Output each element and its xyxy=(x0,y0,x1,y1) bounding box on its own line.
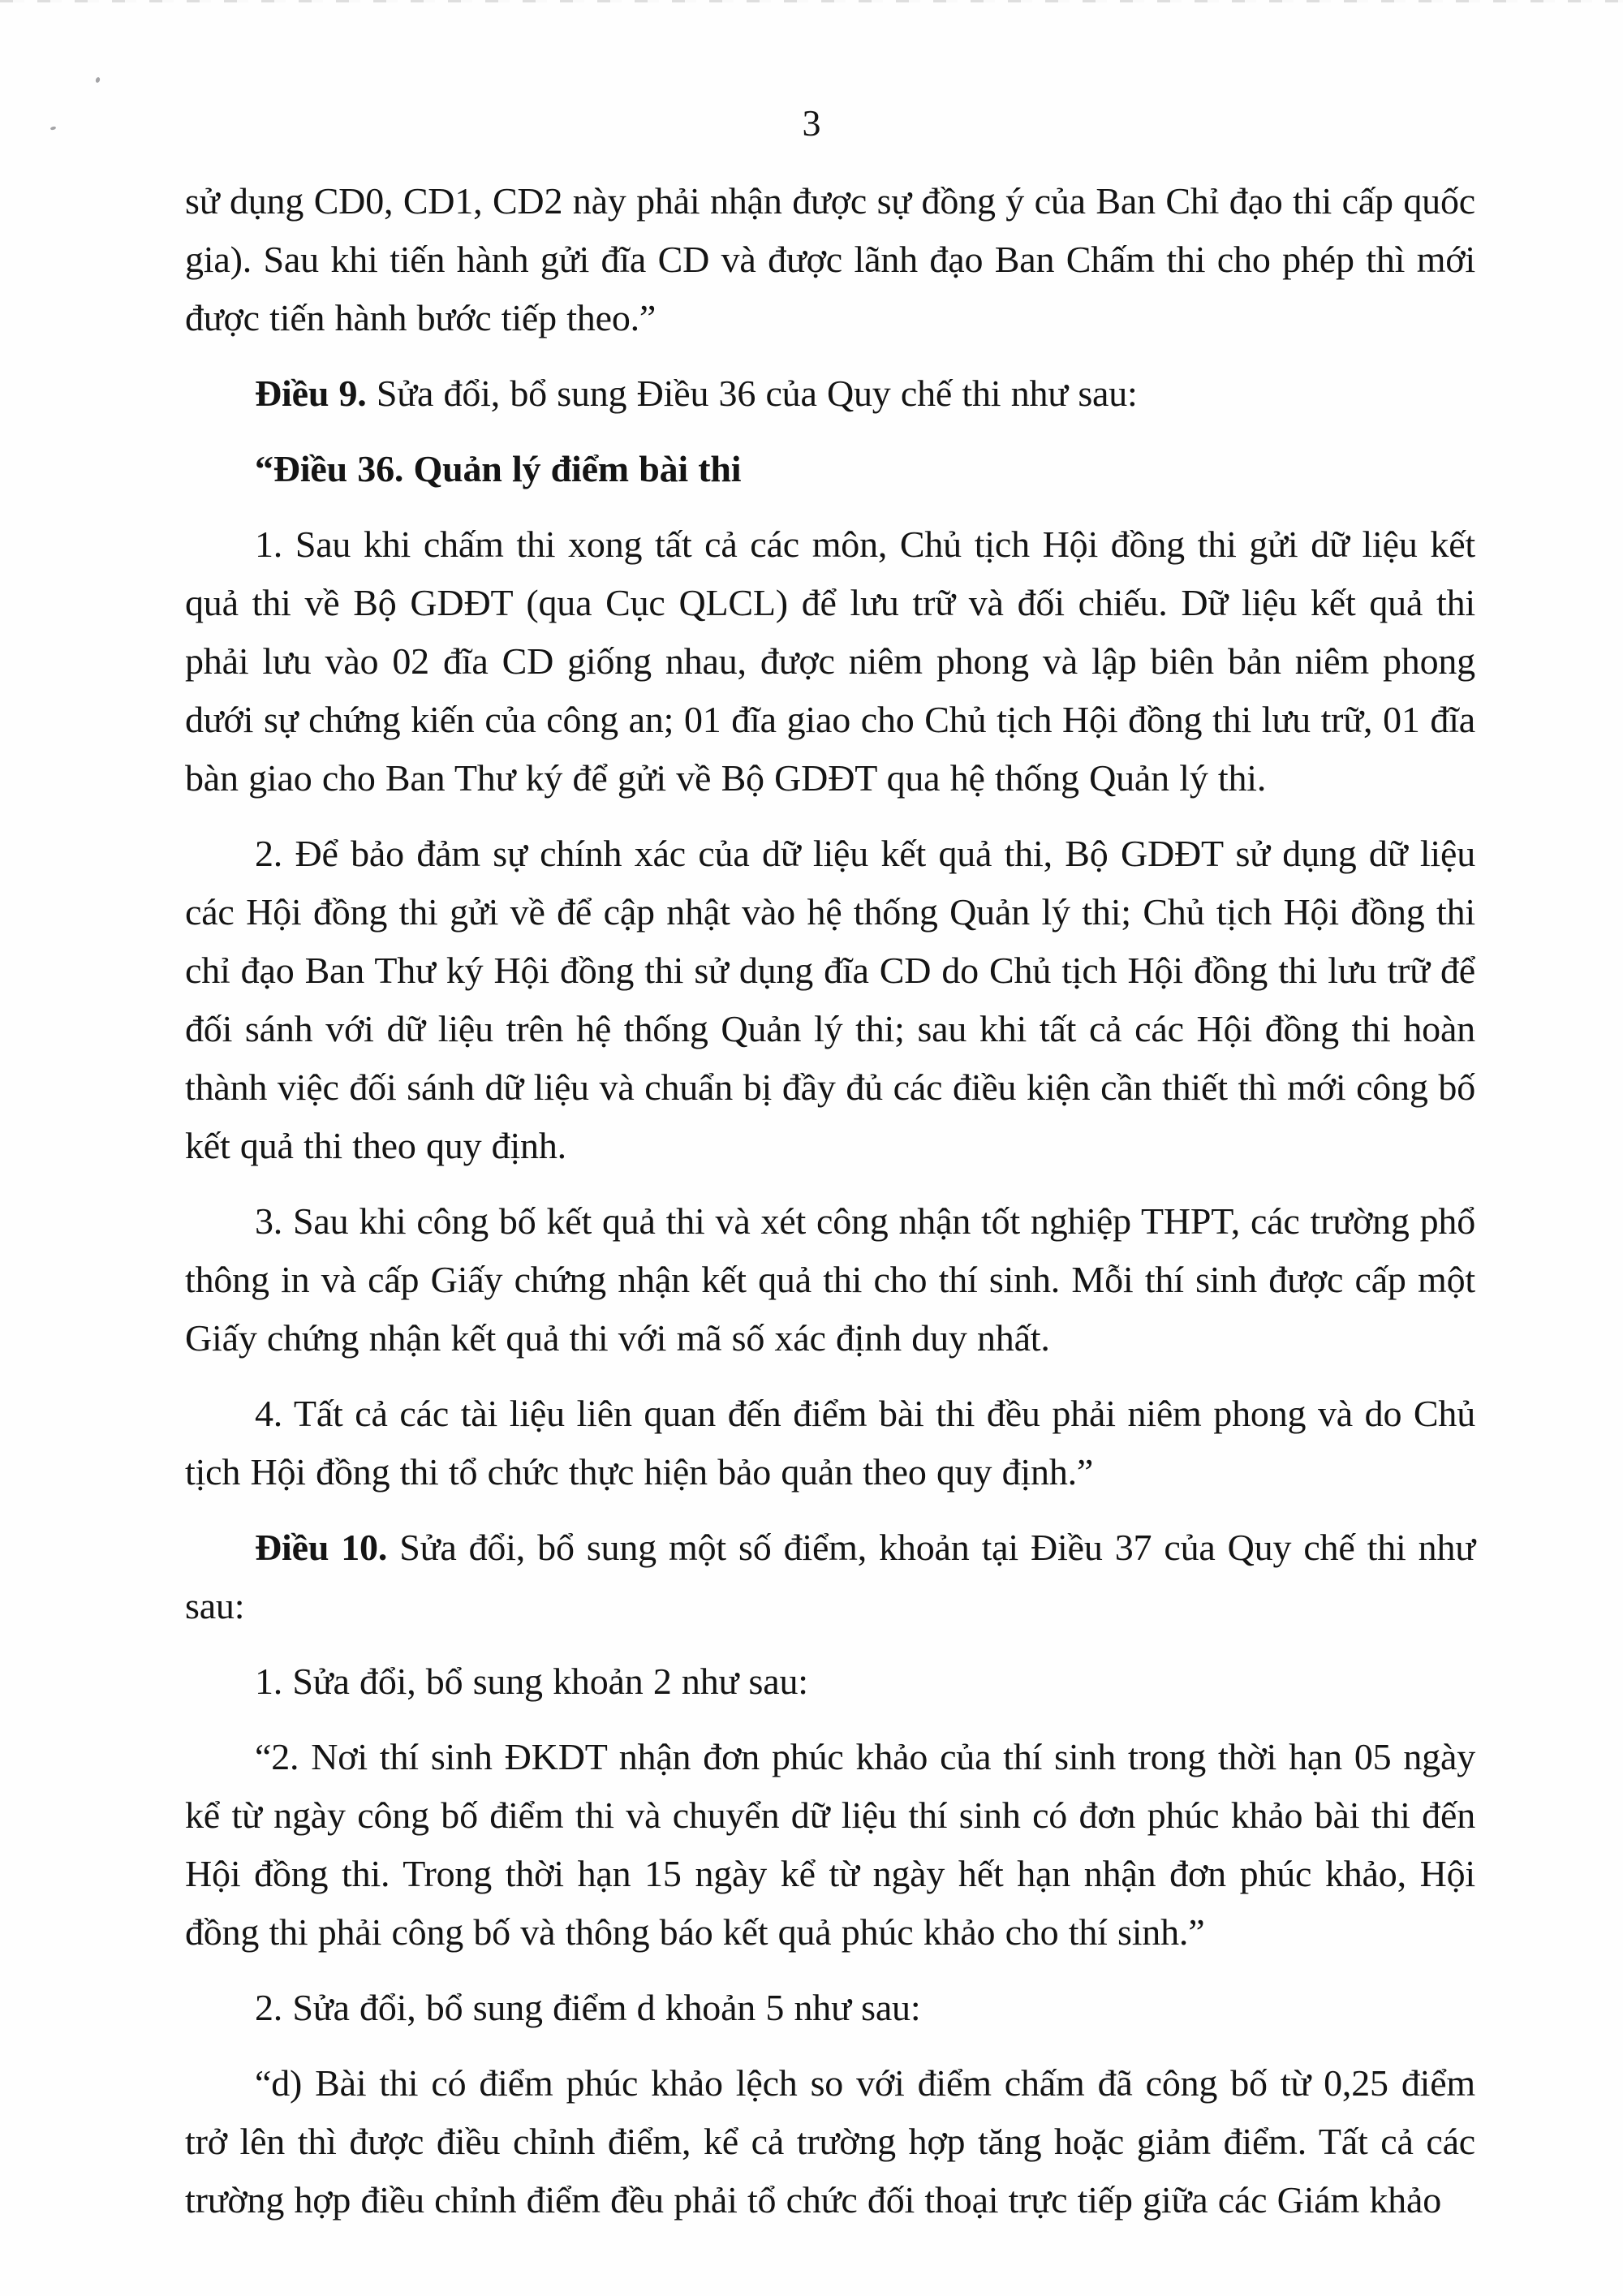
article-36-heading: “Điều 36. Quản lý điểm bài thi xyxy=(255,448,742,489)
amendment-2-text: “d) Bài thi có điểm phúc khảo lệch so với điểm chấm đã công bố từ 0,25 điểm trở lên thì được điều chỉnh điểm, kể cả trường hợp tăng hoặc giảm điểm. Tất cả các trường hợp điều chỉnh điểm đều phải tổ chức đối thoại trực tiếp giữa các Giám khảo xyxy=(185,2062,1475,2221)
amendment-1-text: “2. Nơi thí sinh ĐKDT nhận đơn phúc khảo của thí sinh trong thời hạn 05 ngày kể từ ngày công bố điểm thi và chuyển dữ liệu thí sinh có đơn phúc khảo bài thi đến Hội đồng thi. Trong thời hạn 15 ngày kể từ ngày hết hạn nhận đơn phúc khảo, Hội đồng thi phải công bố và thông báo kết quả phúc khảo cho thí sinh.” xyxy=(185,1736,1475,1953)
document-body xyxy=(185,172,1475,2229)
article-36-clause-1: 1. Sau khi chấm thi xong tất cả các môn, Chủ tịch Hội đồng thi gửi dữ liệu kết quả thi về Bộ GDĐT (qua Cục QLCL) để lưu trữ và đối chiếu. Dữ liệu kết quả thi phải lưu vào 02 đĩa CD giống nhau, được niêm phong và lập biên bản niêm phong dưới sự chứng kiến của công an; 01 đĩa giao cho Chủ tịch Hội đồng thi lưu trữ, 01 đĩa bàn giao cho Ban Thư ký để gửi về Bộ GDĐT qua hệ thống Quản lý thi. xyxy=(185,523,1475,799)
scan-speck xyxy=(95,76,101,83)
article-9-label: Điều 9. xyxy=(255,373,367,414)
article-36-clause-2: 2. Để bảo đảm sự chính xác của dữ liệu kết quả thi, Bộ GDĐT sử dụng dữ liệu các Hội đồng thi gửi về để cập nhật vào hệ thống Quản lý thi; Chủ tịch Hội đồng thi chỉ đạo Ban Thư ký Hội đồng thi sử dụng đĩa CD do Chủ tịch Hội đồng thi lưu trữ để đối sánh với dữ liệu trên hệ thống Quản lý thi; sau khi tất cả các Hội đồng thi hoàn thành việc đối sánh dữ liệu và chuẩn bị đầy đủ các điều kiện cần thiết thì mới công bố kết quả thi theo quy định. xyxy=(185,833,1475,1166)
amendment-1-intro: 1. Sửa đổi, bổ sung khoản 2 như sau: xyxy=(255,1661,808,1702)
article-10-line xyxy=(185,1518,1475,1635)
article-10-label: Điều 10. xyxy=(255,1527,388,1568)
article-9-text: Sửa đổi, bổ sung Điều 36 của Quy chế thi như sau: xyxy=(366,373,1138,414)
page-number: 3 xyxy=(802,102,821,144)
article-36-clause-3: 3. Sau khi công bố kết quả thi và xét công nhận tốt nghiệp THPT, các trường phổ thông in và cấp Giấy chứng nhận kết quả thi cho thí sinh. Mỗi thí sinh được cấp một Giấy chứng nhận kết quả thi với mã số xác định duy nhất. xyxy=(185,1200,1475,1359)
article-9-line xyxy=(185,364,1475,423)
article-36-clause-4: 4. Tất cả các tài liệu liên quan đến điểm bài thi đều phải niêm phong và do Chủ tịch Hội đồng thi tổ chức thực hiện bảo quản theo quy định.” xyxy=(185,1393,1475,1493)
article-10-text: Sửa đổi, bổ sung một số điểm, khoản tại Điều 37 của Quy chế thi như sau: xyxy=(185,1527,1475,1626)
amendment-2-intro: 2. Sửa đổi, bổ sung điểm d khoản 5 như sau: xyxy=(255,1987,921,2028)
scan-edge-artifact xyxy=(0,0,1623,2)
paragraph-continuation: sử dụng CD0, CD1, CD2 này phải nhận được sự đồng ý của Ban Chỉ đạo thi cấp quốc gia). Sau khi tiến hành gửi đĩa CD và được lãnh đạo Ban Chấm thi cho phép thì mới được tiến hành bước tiếp theo.” xyxy=(185,180,1475,338)
